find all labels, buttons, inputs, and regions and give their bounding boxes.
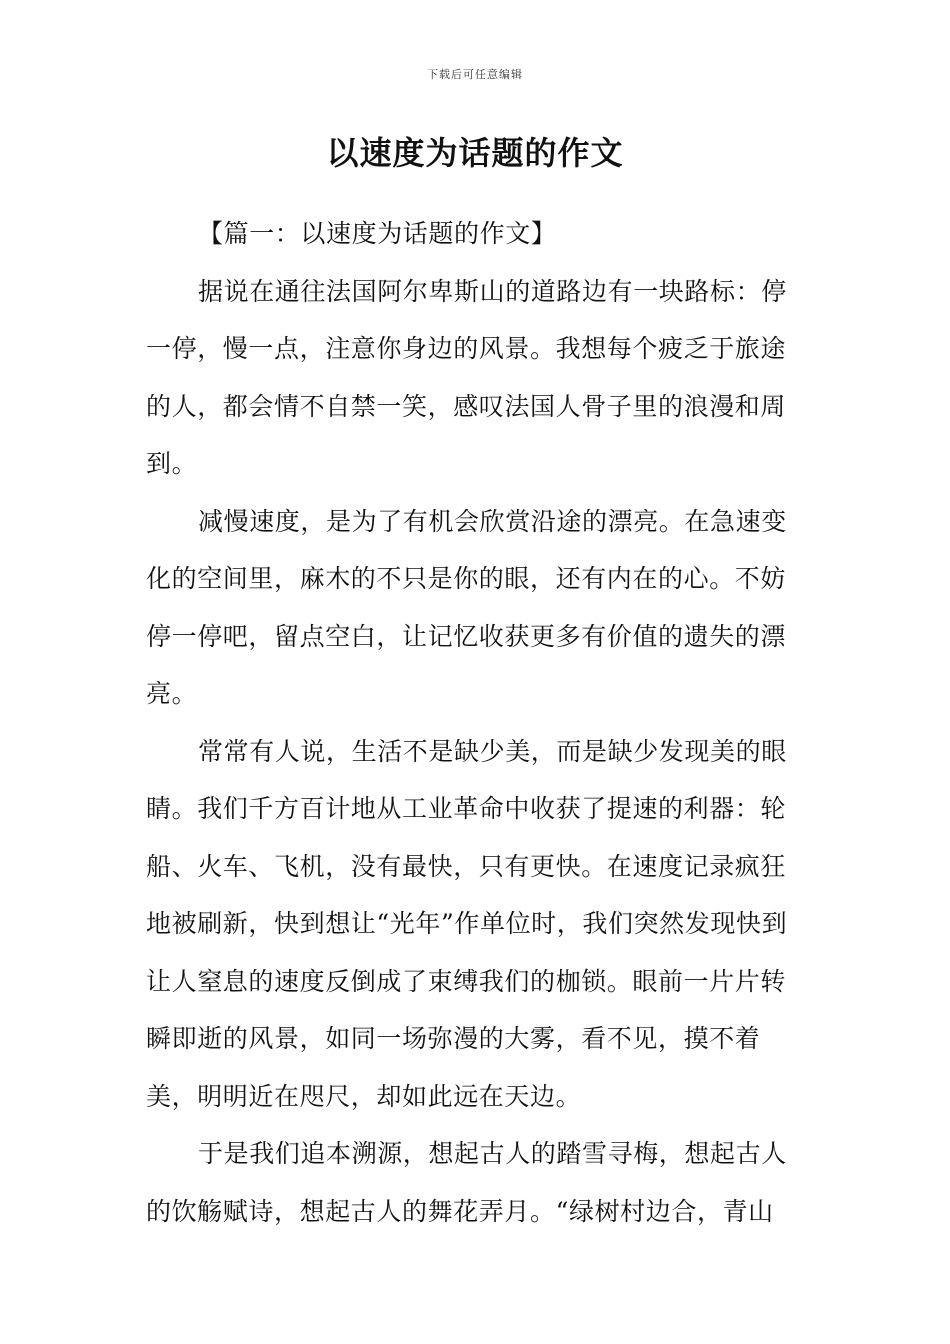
document-title: 以速度为话题的作文: [326, 134, 624, 172]
paragraph: 于是我们追本溯源，想起古人的踏雪寻梅，想起古人的饮觞赋诗，想起古人的舞花弄月。“绿树村边合，青山: [146, 1139, 787, 1226]
paragraph: 常常有人说，生活不是缺少美，而是缺少发现美的眼睛。我们千方百计地从工业革命中收获了提速的利器：轮船、火车、飞机，没有最快，只有更快。在速度记录疯狂地被刷新，快到想让“光年”作单位时，我们突然发现快到让人窒息的速度反倒成了束缚我们的枷锁。眼前一片片转瞬即逝的风景，如同一场弥漫的大雾，看不见，摸不着美，明明近在咫尺，却如此远在天边。: [146, 736, 788, 1111]
page-header-note: 下载后可任意编辑: [427, 68, 523, 81]
document-body: [146, 205, 806, 1240]
section-heading: 【篇一：以速度为话题的作文】: [198, 219, 557, 248]
paragraph: 据说在通往法国阿尔卑斯山的道路边有一块路标：停一停，慢一点，注意你身边的风景。我想每个疲乏于旅途的人，都会情不自禁一笑，感叹法国人骨子里的浪漫和周到。: [146, 276, 787, 478]
paragraph: 减慢速度，是为了有机会欣赏沿途的漂亮。在急速变化的空间里，麻木的不只是你的眼，还有内在的心。不妨停一停吧，留点空白，让记忆收获更多有价值的遗失的漂亮。: [146, 506, 787, 708]
